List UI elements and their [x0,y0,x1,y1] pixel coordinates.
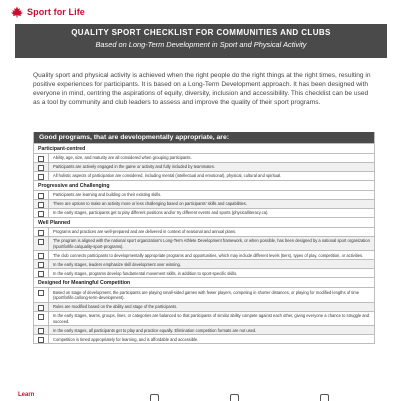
checkbox-cell [34,312,49,325]
checkbox[interactable] [38,156,44,162]
checkbox-cell [34,326,49,334]
checkbox[interactable] [38,174,44,180]
checkbox-cell [34,303,49,311]
checklist-row [34,236,374,250]
checkbox-cell [34,200,49,208]
footer-learn-label: Learn [18,392,35,398]
checklist-row [34,259,374,268]
checklist-row [34,325,374,334]
checklist-item-text: There are options to make an activity more or less challenging based on participants' skills and capabilities. [53,201,247,207]
checklist-row [34,268,374,277]
checkbox[interactable] [38,328,44,334]
checklist-item-text: In the early stages, all participants get to play and practice equally. Elimination competition formats are not used. [53,327,257,333]
checklist-row [34,171,374,180]
checkbox[interactable] [38,211,44,217]
checkbox[interactable] [38,290,44,296]
sport-for-life-logo [10,6,85,18]
section-heading: Progressive and Challenging [34,180,374,190]
checklist-item-text: In the early stages, participants get to play different positions and/or try different events and sports (physicalliteracy.ca). [53,210,269,216]
section-heading: Participant-centred [34,143,374,153]
checkbox[interactable] [38,337,44,343]
checklist-row [34,162,374,171]
checklist-row [34,334,374,343]
checklist-row [34,250,374,259]
checkbox-cell [34,209,49,217]
checklist-item-text: Ability, age, size, and maturity are all considered when grouping participants. [53,155,192,161]
intro-paragraph: Quality sport and physical activity is achieved when the right people do the right things at the right times, resulting in positive experiences for participants. It is based on a Long-Term Development approach. It has been designed with everyone in mind, centring the aspirations of equity, diversity, inclusion and accessibility. This checklist can be used as a tool by community and club leaders to assess and improve the quality of their sport programs. [33,72,371,106]
checklist-item-text: Participants are learning and building on their existing skills. [53,192,162,198]
maple-leaf-icon [10,6,24,18]
checkbox[interactable] [38,230,44,236]
checklist-row [34,208,374,217]
section-heading: Well Planned [34,217,374,227]
checklist-row [34,311,374,325]
checkbox[interactable] [38,239,44,245]
checkbox[interactable] [38,271,44,277]
checklist-item-text: Based on stage of development, the participants are playing small-sided games with fewer players, competing in shorter distances, or playing for modified lengths of time (sportforlife.ca/long-term-development). [53,289,360,301]
checklist-row [34,199,374,208]
checklist-item-text: Participants are actively engaged in the game or activity and fully included by teammates. [53,164,216,170]
checkbox[interactable] [38,262,44,268]
checklist-row [34,190,374,199]
checklist-item-text: In the early stages, leaders emphasize skill development over winning. [53,261,181,267]
checkbox-cell [34,251,49,259]
checklist-item-text: In the early stages, programs develop fundamental movement skills, in addition to sport-specific skills. [53,270,238,276]
checkbox[interactable] [38,253,44,259]
checkbox-cell [34,269,49,277]
logo-text: Sport for Life [27,7,85,17]
checkbox-cell [34,237,49,250]
checklist-table [33,132,375,344]
checklist-row [34,287,374,301]
checkbox-cell [34,260,49,268]
page-subtitle: Based on Long-Term Development in Sport and Physical Activity [95,40,307,49]
checklist-row [34,302,374,311]
checkbox[interactable] [38,165,44,171]
checklist-item-text: The program is aligned with the national sport organization's Long-Term Athlete Development framework, or when possible, has been designed by a national sport organization (sportforlife.ca/quality-sport-programs). [53,238,370,249]
checklist-header: Good programs, that are developmentally appropriate, are: [34,132,374,143]
checklist-row [34,153,374,162]
checkbox-cell [34,172,49,180]
checklist-item-text: In the early stages, teams, groups, lines, or categories are balanced so that participants of similar ability compete against each other, giving everyone a chance to struggle and succeed. [53,313,370,324]
checklist-item-text: Programs and practices are well-prepared and are delivered in context of seasonal and annual plans. [53,229,237,235]
checkbox-cell [34,228,49,236]
checkbox[interactable] [38,305,44,311]
checklist-item-text: The club connects participants to developmentally appropriate programs and opportunities, which may include different levels (tiers), types of play, competition, or activities. [53,252,364,258]
checkbox[interactable] [38,202,44,208]
checklist-item-text: Rules are modified based on the ability and stage of the participants. [53,304,178,310]
checkbox-cell [34,154,49,162]
checkbox-cell [34,191,49,199]
title-banner [15,24,387,58]
checklist-body [34,143,374,343]
checkbox[interactable] [38,193,44,199]
checkbox-cell [34,335,49,343]
checklist-item-text: All holistic aspects of participation are considered, including mental (intellectual and emotional), physical, cultural and spiritual. [53,173,282,179]
checkbox[interactable] [38,314,44,320]
page-title: QUALITY SPORT CHECKLIST FOR COMMUNITIES AND CLUBS [71,28,331,37]
checkbox-cell [34,288,49,301]
checklist-row [34,227,374,236]
section-heading: Designed for Meaningful Competition [34,277,374,287]
checkbox-cell [34,163,49,171]
checklist-item-text: Competition is timed appropriately for learning, and is affordable and accessible. [53,336,199,342]
